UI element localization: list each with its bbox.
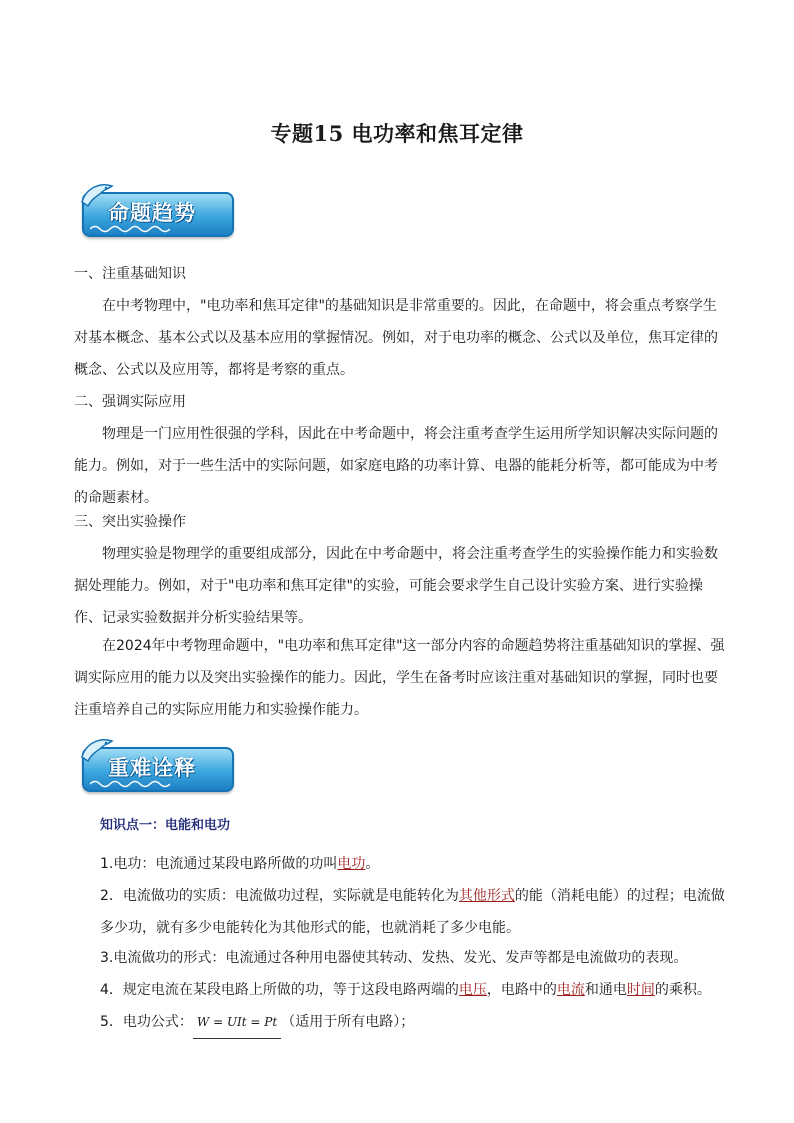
trend-badge bbox=[78, 180, 236, 240]
knowledge-line-2 bbox=[100, 880, 730, 912]
underlined-term: 电压 bbox=[458, 982, 487, 998]
electric-work-formula: W = UIt = Pt bbox=[193, 1006, 281, 1039]
text: 。 bbox=[365, 856, 380, 872]
underlined-term: 电功 bbox=[337, 856, 366, 872]
trend-paragraph-2: 物理是一门应用性很强的学科，因此在中考命题中，将会注重考查学生运用所学知识解决实际问题的能力。例如，对于一些生活中的实际问题，如家庭电路的功率计算、电器的能耗分析等，都可能成为中考的命题素材。 bbox=[74, 426, 718, 506]
text: 的乘积。 bbox=[654, 982, 711, 998]
page-title: 专题15 电功率和焦耳定律 bbox=[270, 121, 524, 146]
text: 4．规定电流在某段电路上所做的功，等于这段电路两端的 bbox=[100, 982, 459, 998]
knowledge-line-5 bbox=[100, 1006, 730, 1039]
trend-heading-1: 一、注重基础知识 bbox=[74, 266, 186, 282]
knowledge-line-4 bbox=[100, 974, 730, 1006]
knowledge-point-title: 知识点一：电能和电功 bbox=[100, 818, 231, 833]
text: （适用于所有电路）； bbox=[281, 1014, 415, 1030]
trend-paragraph-1: 在中考物理中，"电功率和焦耳定律"的基础知识是非常重要的。因此，在命题中，将会重点考察学生对基本概念、基本公式以及基本应用的掌握情况。例如，对于电功率的概念、公式以及单位，焦耳定律的概念、公式以及应用等，都将是考察的重点。 bbox=[74, 298, 718, 378]
explain-badge bbox=[78, 735, 236, 795]
trend-heading-2: 二、强调实际应用 bbox=[74, 394, 186, 410]
trend-badge-label: 命题趋势 bbox=[108, 201, 196, 225]
text: 和通电 bbox=[584, 982, 627, 998]
text: 1.电功：电流通过某段电路所做的功叫 bbox=[100, 856, 338, 872]
knowledge-line-2b: 多少功，就有多少电能转化为其他形式的能，也就消耗了多少电能。 bbox=[100, 920, 520, 936]
text: 5．电功公式： bbox=[100, 1014, 193, 1030]
text: 2．电流做功的实质：电流做功过程，实际就是电能转化为 bbox=[100, 888, 459, 904]
underlined-term: 时间 bbox=[626, 982, 655, 998]
wave-icon bbox=[90, 779, 170, 789]
knowledge-line-3: 3.电流做功的形式：电流通过各种用电器使其转动、发热、发光、发声等都是电流做功的表现。 bbox=[100, 950, 688, 966]
trend-heading-3: 三、突出实验操作 bbox=[74, 514, 186, 530]
knowledge-line-1 bbox=[100, 848, 730, 880]
text: 的能（消耗电能）的过程；电流做 bbox=[514, 888, 725, 904]
text: ，电路中的 bbox=[486, 982, 557, 998]
trend-paragraph-3: 物理实验是物理学的重要组成部分，因此在中考命题中，将会注重考查学生的实验操作能力和实验数据处理能力。例如，对于"电功率和焦耳定律"的实验，可能会要求学生自己设计实验方案、进行实验操作、记录实验数据并分析实验结果等。 bbox=[74, 546, 718, 626]
underlined-term: 电流 bbox=[556, 982, 585, 998]
explain-badge-label: 重难诠释 bbox=[108, 756, 196, 780]
trend-paragraph-4: 在2024年中考物理命题中，"电功率和焦耳定律"这一部分内容的命题趋势将注重基础知识的掌握、强调实际应用的能力以及突出实验操作的能力。因此，学生在备考时应该注重对基础知识的掌握，同时也要注重培养自己的实际应用能力和实验操作能力。 bbox=[74, 638, 725, 718]
wave-icon bbox=[90, 224, 170, 234]
underlined-term: 其他形式 bbox=[458, 888, 515, 904]
